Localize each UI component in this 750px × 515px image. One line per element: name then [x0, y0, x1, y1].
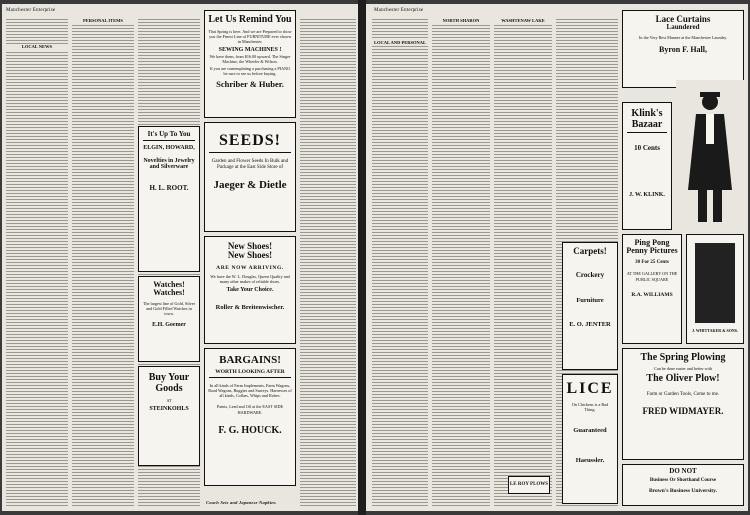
ad-title: DO NOT: [669, 467, 697, 475]
column-heading: LOCAL AND PERSONAL: [373, 40, 426, 45]
ad-subtitle: Furniture: [576, 296, 604, 304]
ad-body: We have the W. L. Douglas, Queen Quality and many other makes of reliable shoes.: [210, 273, 290, 285]
whittaker-ad: [686, 234, 744, 344]
ad-body: If you are contemplating a purchasing a PIANO be sure to see us before buying.: [209, 66, 291, 77]
ad-body: That Spring is here. And we are Prepared to show you the Finest Line of FURNITURE ever shown in Manchester.: [208, 28, 292, 44]
ad-subtitle: WORTH LOOKING AFTER: [215, 368, 285, 375]
ad-title: Carpets!: [573, 246, 607, 256]
ad-body: In all kinds of Farm Implements, Farm Wagons, Road Wagons, Buggies and Surreys. Harnesses of all kinds, Collars, Whips and Robes.: [208, 382, 292, 399]
ad-title: Watches!: [153, 288, 185, 298]
widmayer-plow-ad: [622, 348, 744, 460]
right-text-column-3: [494, 18, 552, 507]
ad-firm: Schriber & Huber.: [216, 78, 284, 89]
left-text-column-5: [300, 18, 356, 507]
ad-title: Let Us Remind You: [208, 14, 292, 25]
ad-body: The largest line of Gold, Silver and Gold Filled Watches in town.: [142, 300, 196, 317]
ad-firm: E. O. JENTER: [569, 320, 611, 328]
ad-title: SEEDS!: [218, 132, 282, 149]
ad-subtitle: SEWING MACHINES !: [218, 47, 282, 54]
root-jewelry-ad: [138, 126, 200, 272]
ad-firm: J. WHITTAKER & SONS.: [692, 328, 738, 333]
le-roy-plows-sign: [508, 476, 550, 494]
ad-subtitle: Novelties in Jewelry and Silverware: [143, 157, 195, 171]
left-masthead: Manchester Enterprise: [6, 8, 56, 13]
ad-firm: J. W. KLINK.: [629, 192, 665, 199]
ad-firm: Byron F. Hall,: [658, 45, 707, 55]
ad-price: 10 Cents: [634, 144, 660, 152]
footer-line: Coach Sets and Japanese Napkins: [206, 500, 276, 505]
ad-body: Business Or Shorthand Course: [649, 478, 717, 484]
right-text-column-1: [372, 18, 428, 507]
goemer-watches-ad: [138, 276, 200, 362]
ad-body: We have them, from $16.00 upward. The Singer Machine, the Wheeler & Wilson.: [209, 53, 291, 64]
ad-firm: E.H. Goemer: [152, 321, 186, 328]
ad-title: BARGAINS!: [219, 354, 281, 366]
haeussler-lice-ad: [562, 374, 618, 504]
ad-at: AT: [166, 398, 172, 403]
ad-firm: Jaeger & Dietle: [213, 179, 287, 192]
ad-subtitle: ARE NOW ARRIVING.: [216, 264, 284, 271]
schriber-huber-ad: [204, 10, 296, 118]
ad-firm: Brown's Business University.: [649, 487, 717, 494]
ad-subtitle: Laundered: [666, 23, 700, 32]
ad-firm: F. G. HOUCK.: [218, 424, 282, 436]
ad-brands: ELGIN, HOWARD,: [143, 145, 195, 152]
jenter-carpets-ad: [562, 242, 618, 370]
business-university-ad: [622, 464, 744, 506]
man-in-coat-icon: [676, 80, 744, 230]
ad-title: The Oliver Plow!: [646, 372, 720, 384]
illustration: [695, 243, 735, 323]
left-page: [2, 4, 358, 511]
ad-firm: Roller & Breitenwischer.: [215, 303, 285, 311]
page-gutter: [358, 0, 366, 515]
ad-body: Paints, Lead and Oil at the EAST SIDE HARDWARE.: [216, 404, 284, 415]
column-heading: WASHTENAW LAKE: [494, 18, 552, 24]
ad-title: New Shoes!: [227, 241, 273, 251]
column-heading: PERSONAL ITEMS: [72, 18, 134, 24]
klink-bazaar-ad: [622, 102, 672, 230]
ad-title: Klink's Bazaar: [631, 108, 663, 130]
ad-title: It's Up To You: [147, 130, 191, 138]
tailor-figure-illustration: [676, 80, 744, 230]
ad-firm: H. L. ROOT.: [149, 183, 189, 192]
ad-title: Ping Pong Penny Pictures: [626, 238, 678, 256]
ad-body: Garden and Flower Seeds In Bulk and Package at the East Side Store of: [211, 158, 289, 171]
ad-subtitle: Can be done easier and better with: [654, 365, 712, 371]
column-heading: NORTH SHARON: [432, 18, 490, 24]
ad-body: 30 For 25 Cents: [635, 259, 669, 265]
jaeger-dietle-ad: [204, 122, 296, 232]
ad-body: On Chickens is a Bad Thing.: [571, 401, 609, 413]
right-text-column-2: [432, 18, 490, 507]
ad-body: In the Very Best Manner at the Manchester Laundry.: [639, 34, 727, 40]
ad-subtitle: Crockery: [575, 271, 605, 280]
hall-laundry-ad: [622, 10, 744, 88]
ad-firm: STEINKOHLS: [149, 406, 189, 413]
column-heading: LOCAL NEWS: [6, 44, 68, 50]
ad-title: Buy Your Goods: [148, 372, 190, 394]
ad-firm: FRED WIDMAYER.: [642, 405, 724, 416]
ad-firm: Haeussler.: [575, 457, 605, 465]
right-page: [366, 4, 748, 511]
ad-title: Lace Curtains: [655, 14, 711, 24]
ad-body: Farm or Garden Tools, Come to me.: [646, 392, 720, 398]
ad-title: The Spring Plowing: [640, 352, 726, 363]
houck-ad: [204, 348, 296, 486]
sign-text: LE ROY PLOWS: [509, 482, 549, 487]
ad-title: LICE: [566, 380, 614, 397]
ad-subtitle: Take Your Choice.: [226, 287, 274, 294]
ad-body: AT THE GALLERY ON THE PUBLIC SQUARE: [626, 271, 678, 282]
ad-firm: R.A. WILLIAMS: [631, 291, 673, 298]
left-text-column-2: [72, 18, 134, 507]
right-masthead: Manchester Enterprise: [374, 8, 424, 13]
steinkohl-ad: [138, 366, 200, 466]
ad-title: New Shoes!: [227, 250, 273, 261]
left-text-column-1: [6, 18, 68, 507]
roller-breitenwischer-ad: [204, 236, 296, 344]
williams-gallery-ad: [622, 234, 682, 344]
ad-subtitle: Guaranteed: [573, 427, 607, 435]
ad-title: Watches!: [153, 280, 185, 289]
